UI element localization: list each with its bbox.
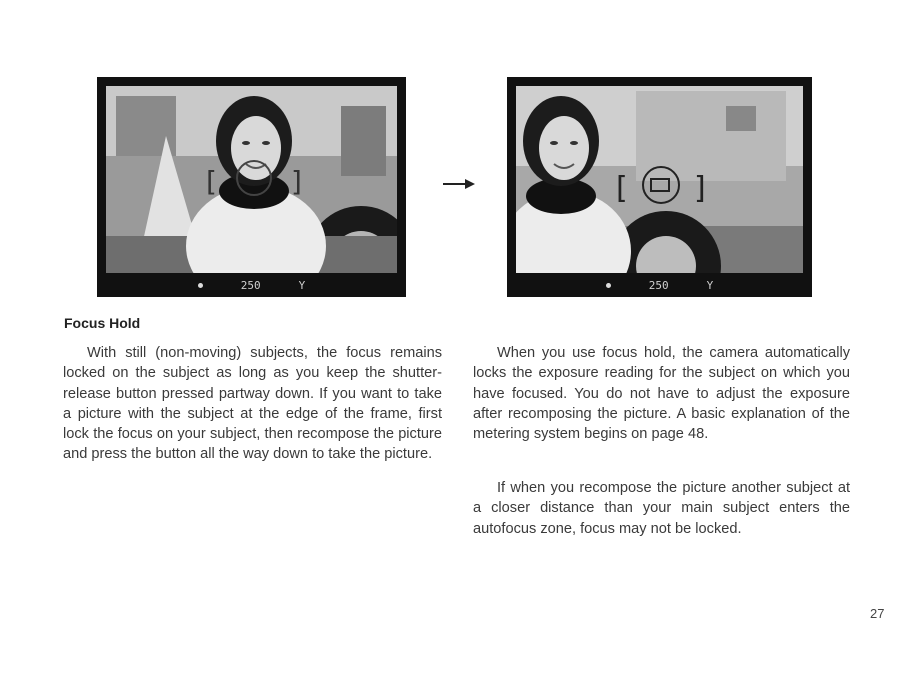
status-mark: Y bbox=[706, 278, 714, 292]
svg-text:]: ] bbox=[291, 165, 302, 198]
viewfinder-status-bar bbox=[97, 273, 406, 297]
viewfinder-photo-centered bbox=[97, 77, 406, 297]
viewfinder-scene bbox=[516, 86, 803, 273]
viewfinder-status-bar bbox=[507, 273, 812, 297]
viewfinder-photo-recomposed bbox=[507, 77, 812, 297]
shutter-speed-readout: 250 bbox=[240, 278, 261, 292]
svg-text:]: ] bbox=[694, 171, 706, 206]
body-paragraph-right-1: When you use focus hold, the camera automatically locks the exposure reading for the subject on which you have focused. You do not have to adjust the exposure after recomposing the picture. A basic explanation of the metering system begins on page 48. bbox=[473, 345, 850, 443]
focus-indicator-dot bbox=[198, 283, 203, 288]
body-paragraph-right-2: If when you recompose the picture another subject at a closer distance than your main subject enters the autofocus zone, focus may not be locked. bbox=[473, 480, 850, 537]
svg-text:[: [ bbox=[616, 171, 628, 206]
viewfinder-scene bbox=[106, 86, 397, 273]
page-number: 27 bbox=[870, 606, 885, 621]
status-mark: Y bbox=[298, 278, 306, 292]
section-heading: Focus Hold bbox=[64, 315, 141, 331]
body-paragraph-left: With still (non-moving) subjects, the focus remains locked on the subject as long as you keep the shutter-release button pressed partway down. If you want to take a picture with the subject at the edge of the frame, first lock the focus on your subject, then recompose the picture and press the button all the way down to take the picture. bbox=[63, 345, 442, 463]
right-arrow-icon bbox=[443, 177, 475, 191]
svg-text:[: [ bbox=[206, 165, 217, 198]
focus-indicator-dot bbox=[606, 283, 611, 288]
shutter-speed-readout: 250 bbox=[648, 278, 669, 292]
